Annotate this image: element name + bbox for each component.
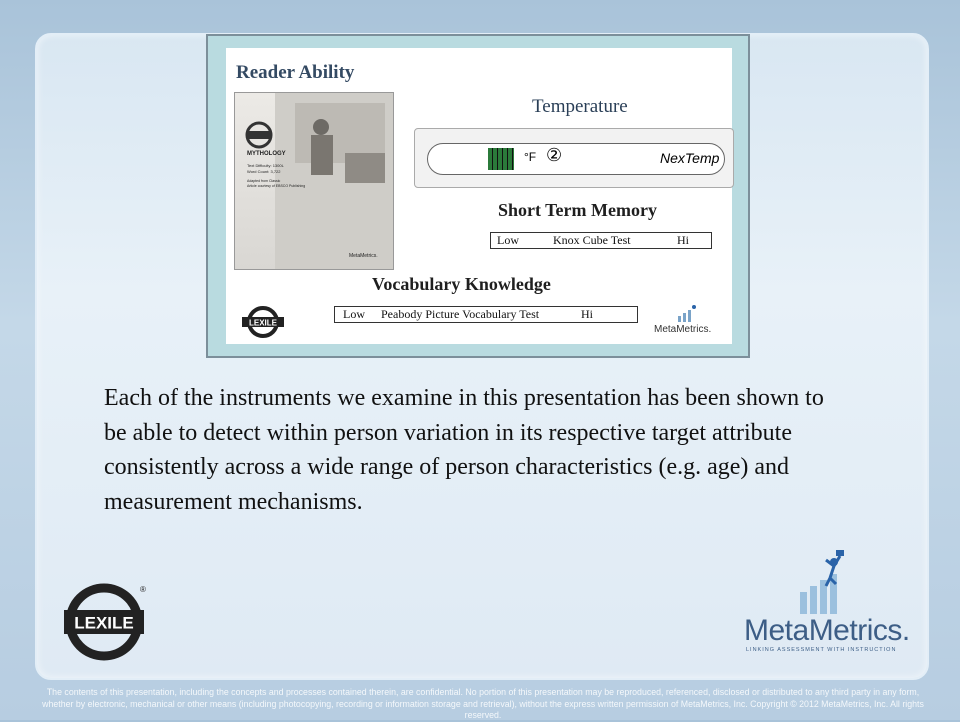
lexile-icon <box>245 121 273 149</box>
book-line-1: Text Difficulty: 1300L <box>247 163 284 168</box>
stm-low: Low <box>497 233 519 247</box>
peabody-scale <box>334 306 638 323</box>
metametrics-wordmark: MetaMetrics. <box>744 614 910 647</box>
temperature-label: Temperature <box>532 96 628 117</box>
confidentiality-footer: The contents of this presentation, including the concepts and processes contained therein, are confidential. No portion of this presentation may be reproduced, referenced, disclosed or distributed to any third party in any form, whether by electronic, mechanical or other means (including photocopying, recording or information storage and retrieval), without the express written permission of MetaMetrics, Inc. Copyright © 2012 MetaMetrics, Inc. All rights reserved. <box>42 687 924 720</box>
thermometer-image <box>414 128 734 188</box>
registered-mark: ® <box>140 585 146 594</box>
book-publisher: MetaMetrics. <box>349 253 378 259</box>
book-line-2: Word Count: 3,722 <box>247 169 281 174</box>
metametrics-tagline: LINKING ASSESSMENT WITH INSTRUCTION <box>746 647 897 653</box>
lexile-logo-text: LEXILE <box>74 613 134 633</box>
thermometer-dots-grid <box>488 148 514 170</box>
stm-high: Hi <box>677 233 689 247</box>
thermometer-strip <box>427 143 725 175</box>
nextemp-logo: NexTemp <box>660 150 720 166</box>
metametrics-logo <box>742 548 910 656</box>
vocab-test: Peabody Picture Vocabulary Test <box>381 307 540 321</box>
vocab-high: Hi <box>581 307 593 321</box>
small-metametrics-text: MetaMetrics. <box>654 324 712 335</box>
vocab-low: Low <box>343 307 365 321</box>
slide-image <box>226 48 732 344</box>
metametrics-figure-icon <box>674 302 704 324</box>
thermometer-unit: °F <box>524 150 537 164</box>
book-line-3: Adapted from Classic <box>247 179 281 183</box>
knox-cube-scale <box>490 232 712 249</box>
thermometer-number: ② <box>546 145 563 166</box>
body-paragraph: Each of the instruments we examine in this presentation has been shown to be able to detect within person variation in its respective target attribute consistently across a wide range of person characteristics (e.g. age) and measurement mechanisms. <box>104 385 824 515</box>
vocabulary-knowledge-label: Vocabulary Knowledge <box>372 274 551 294</box>
book-title: MYTHOLOGY <box>247 151 286 157</box>
stm-test: Knox Cube Test <box>553 233 631 247</box>
short-term-memory-label: Short Term Memory <box>498 200 657 220</box>
reader-ability-label: Reader Ability <box>236 62 355 83</box>
book-cover <box>234 92 394 270</box>
book-line-4: Article courtesy of EBSCO Publishing <box>247 184 306 188</box>
small-lexile-text: LEXILE <box>248 318 278 328</box>
slide-image-frame <box>206 34 750 358</box>
lexile-logo <box>64 580 148 664</box>
small-lexile-logo <box>240 306 286 338</box>
metametrics-figure-icon <box>792 548 872 618</box>
small-metametrics-logo <box>654 302 724 338</box>
